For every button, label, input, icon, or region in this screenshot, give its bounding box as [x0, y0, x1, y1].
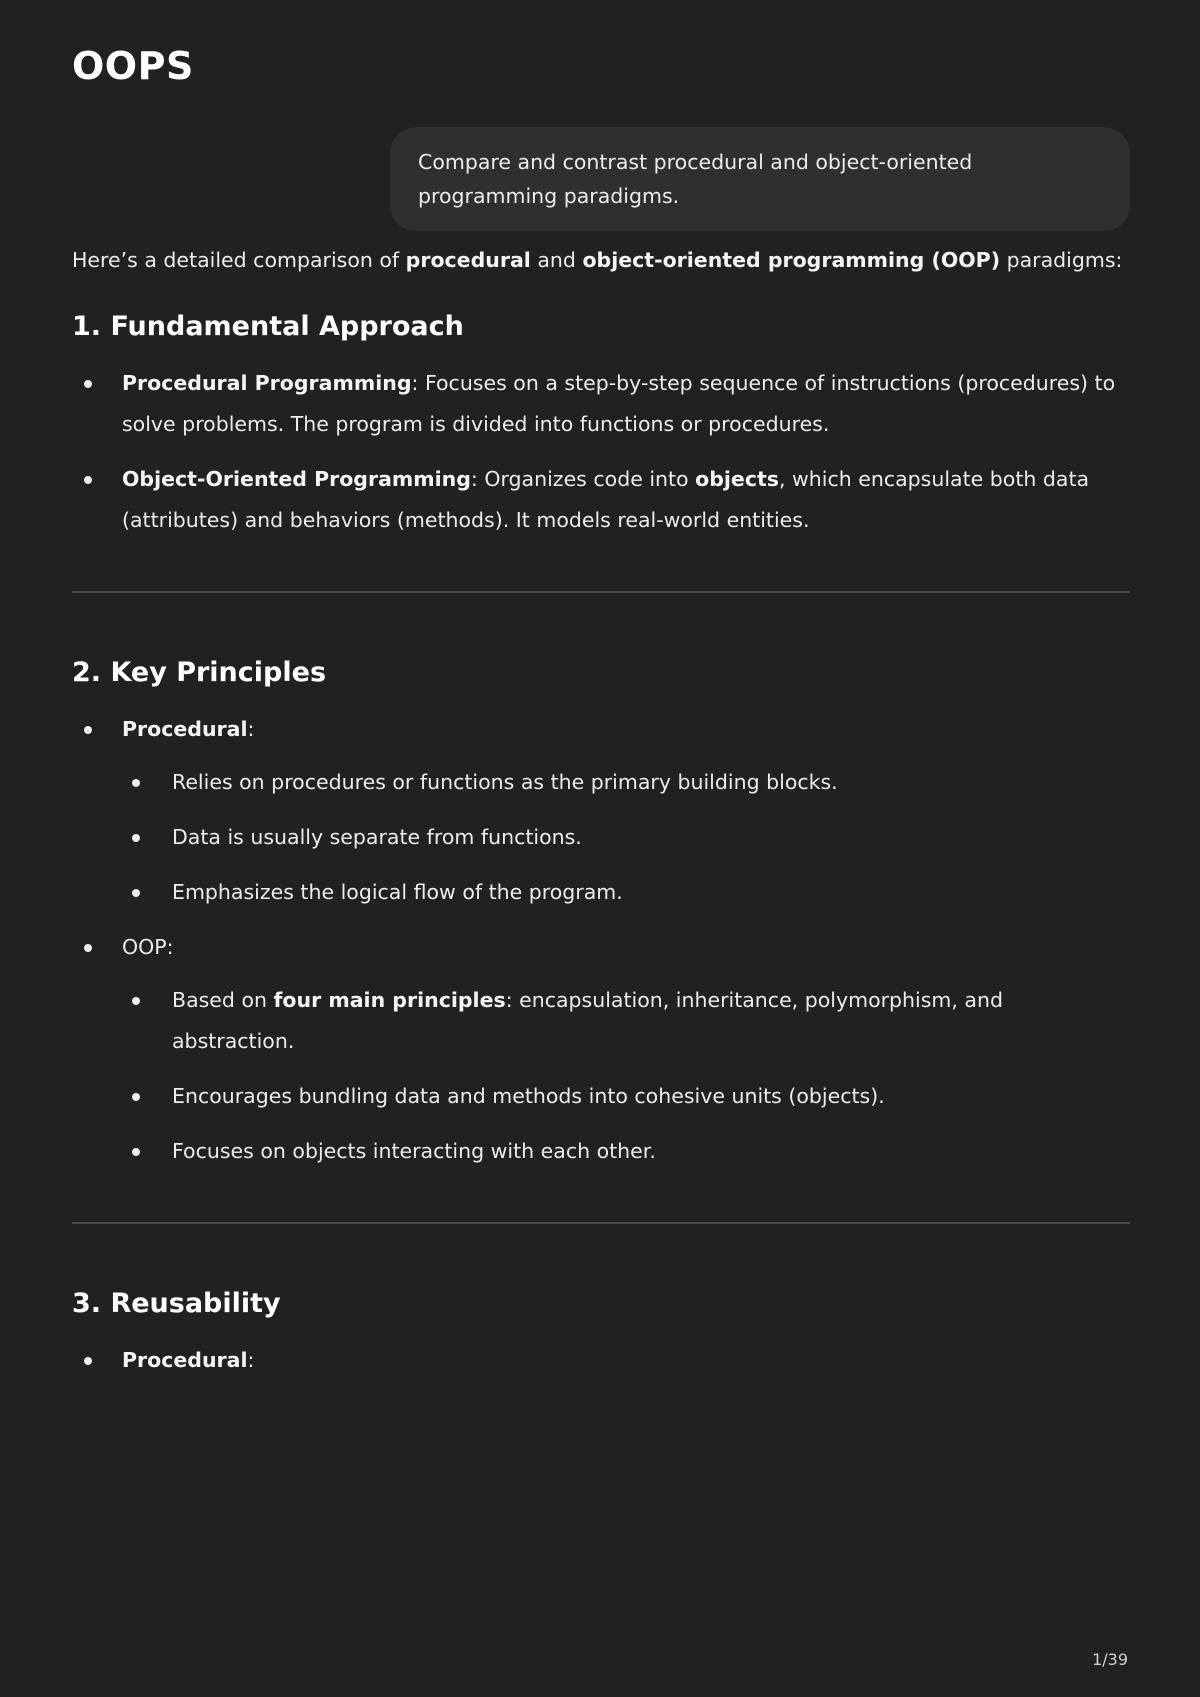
- sub-list-item: Emphasizes the logical flow of the program.: [122, 872, 1130, 913]
- intro-bold-procedural: procedural: [405, 248, 531, 272]
- assistant-response: [72, 240, 1130, 1395]
- list-item: [72, 1340, 1130, 1381]
- sub-item-text: Based on: [172, 988, 274, 1012]
- procedural-principles-sublist: [122, 762, 1130, 913]
- key-principles-list: [72, 709, 1130, 1172]
- item-text: : Focuses on a step-by-step sequence of instructions (procedures) to solve problems. The program is divided into functions or procedures.: [122, 371, 1116, 436]
- list-item: [72, 709, 1130, 913]
- reusability-list: [72, 1340, 1130, 1381]
- sub-item-bold: four main principles: [273, 988, 506, 1012]
- item-text: : Organizes code into: [470, 467, 696, 491]
- sub-list-item: Encourages bundling data and methods into cohesive units (objects).: [122, 1076, 1130, 1117]
- item-suffix: :: [166, 935, 174, 959]
- oop-principles-sublist: [122, 980, 1130, 1172]
- sub-list-item: Data is usually separate from functions.: [122, 817, 1130, 858]
- item-text: , which encapsulate both data (attributes) and behaviors (methods). It models real-world entities.: [122, 467, 1090, 532]
- item-suffix: :: [247, 1348, 255, 1372]
- sub-list-item: Focuses on objects interacting with each other.: [122, 1131, 1130, 1172]
- item-label: Object-Oriented Programming: [122, 467, 471, 491]
- item-label: Procedural: [122, 717, 248, 741]
- fundamental-approach-list: [72, 363, 1130, 541]
- intro-text: and: [530, 248, 583, 272]
- section-heading-fundamental-approach: 1. Fundamental Approach: [72, 311, 464, 342]
- list-item: [72, 927, 1130, 1172]
- item-label: Procedural Programming: [122, 371, 412, 395]
- section-divider: [72, 591, 1130, 593]
- page-number: 1/39: [1092, 1650, 1128, 1669]
- item-label: OOP: [122, 935, 167, 959]
- section-divider: [72, 1222, 1130, 1224]
- item-label: Procedural: [122, 1348, 248, 1372]
- intro-paragraph: [72, 240, 1130, 281]
- item-bold: objects: [695, 467, 779, 491]
- intro-bold-oop: object-oriented programming (OOP): [582, 248, 1001, 272]
- sub-list-item: Relies on procedures or functions as the primary building blocks.: [122, 762, 1130, 803]
- section-heading-reusability: 3. Reusability: [72, 1288, 281, 1319]
- page-title: OOPS: [72, 44, 194, 88]
- list-item: [72, 363, 1130, 445]
- section-heading-key-principles: 2. Key Principles: [72, 657, 327, 688]
- sub-list-item: [122, 980, 1130, 1062]
- sub-item-text: : encapsulation, inheritance, polymorphism, and abstraction.: [172, 988, 1003, 1053]
- item-suffix: :: [247, 717, 255, 741]
- user-message-bubble: Compare and contrast procedural and object-oriented programming paradigms.: [390, 127, 1130, 231]
- intro-text: Here’s a detailed comparison of: [72, 248, 406, 272]
- intro-text: paradigms:: [1000, 248, 1123, 272]
- list-item: [72, 459, 1130, 541]
